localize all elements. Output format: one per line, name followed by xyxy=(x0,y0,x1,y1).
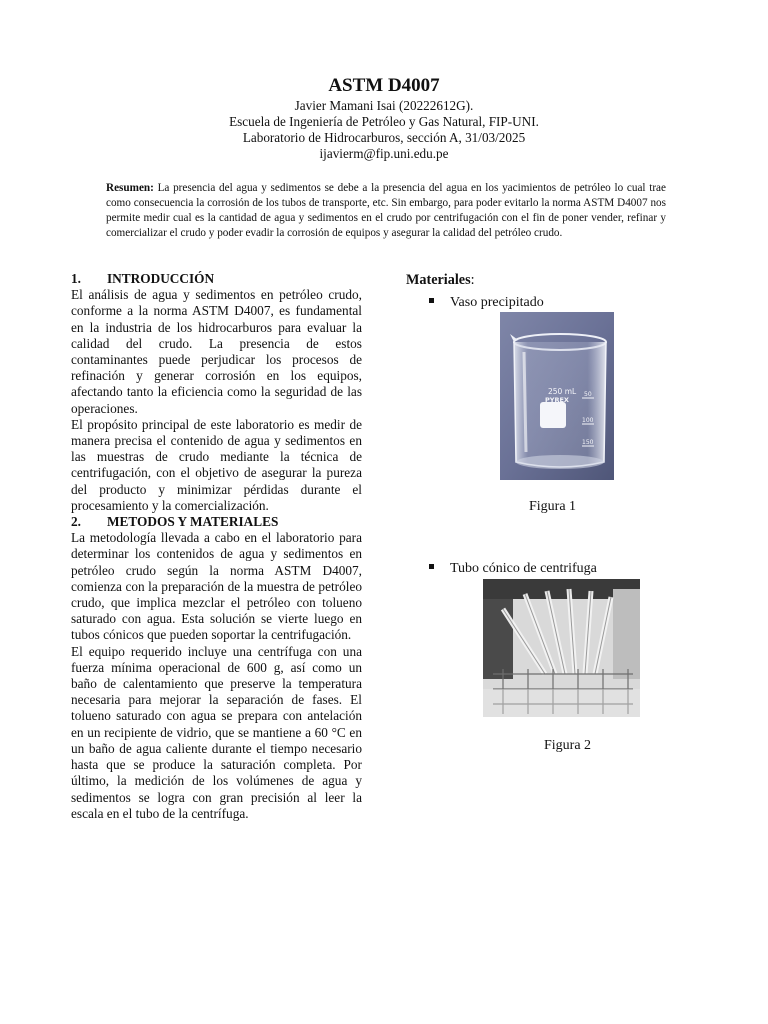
section-title: METODOS Y MATERIALES xyxy=(107,514,279,530)
left-column xyxy=(71,271,362,822)
affiliation-line: Escuela de Ingeniería de Petróleo y Gas Natural, FIP-UNI. xyxy=(229,114,539,129)
paragraph: El propósito principal de este laboratorio es medir de manera precisa el contenido de agua y sedimentos en las muestras de crudo mediante la técnica de centrifugación, con el objetivo de asegurar la pureza del producto y minimizar pérdidas durante el procesamiento y la comercialización. xyxy=(71,416,362,513)
materials-heading xyxy=(406,272,475,289)
beaker-image xyxy=(500,312,614,480)
section-number: 1. xyxy=(71,271,81,286)
centrifuge-tubes-image xyxy=(483,579,640,717)
figure-2-caption: Figura 2 xyxy=(544,738,592,753)
bullet-square-icon xyxy=(429,298,434,303)
paper-title: ASTM D4007 xyxy=(328,75,440,96)
paper-header xyxy=(0,74,768,162)
beaker-tick-50: 50 xyxy=(584,391,592,398)
figure-1-caption: Figura 1 xyxy=(529,499,577,514)
lab-line: Laboratorio de Hidrocarburos, sección A, 31/03/2025 xyxy=(242,130,526,145)
abstract xyxy=(106,181,666,241)
beaker-volume-text: 250 mL xyxy=(548,387,577,396)
section-number: 2. xyxy=(71,514,81,530)
bullet-square-icon xyxy=(429,564,434,569)
paragraph: El análisis de agua y sedimentos en petróleo crudo, conforme a la norma ASTM D4007, es fundamental en la industria de los hidrocarburos para evaluar la calidad del crudo. La presencia de estos contaminantes puede perjudicar los procesos de refinación y generar corrosión en los equipos, afectando tanto la eficiencia como la seguridad de las operaciones. xyxy=(71,287,362,416)
author-line: Javier Mamani Isai (20222612G). xyxy=(294,98,474,113)
materials-heading-colon: : xyxy=(470,272,475,288)
material-item-centrifuge-tube xyxy=(429,560,597,577)
section-heading-introduccion xyxy=(71,271,362,287)
section-title: INTRODUCCIÓN xyxy=(107,271,215,286)
abstract-label: Resumen: xyxy=(106,182,154,194)
material-item-label: Tubo cónico de centrifuga xyxy=(450,561,597,576)
section-heading-metodos xyxy=(71,514,362,530)
beaker-brand-text: PYREX xyxy=(545,396,569,404)
material-item-label: Vaso precipitado xyxy=(450,295,544,310)
materials-heading-text: Materiales xyxy=(406,272,471,288)
paragraph: El equipo requerido incluye una centrífuga con una fuerza mínima operacional de 600 g, así como un baño de calentamiento que preserve la temperatura necesaria para mejorar la separación de fases. El tolueno saturado con agua se prepara con antelación en un recipiente de vidrio, que se mantiene a 60 °C en un baño de agua caliente durante el tiempo necesario hasta que se produce la saturación completa. Por último, la medición de los volúmenes de agua y sedimentos se logra con gran precisión al leer la escala en el tubo de la centrífuga. xyxy=(71,643,362,821)
abstract-text: La presencia del agua y sedimentos se debe a la presencia del agua en los yacimientos de petróleo lo cual trae como consecuencia la corrosión de los tubos de transporte, etc. Sin embargo, para poder evitarlo la norma ASTM D4007 nos permite medir cual es la cantidad de agua y sedimentos en el crudo por centrifugación con el fin de poner vender, refinar y comercializar el crudo y poder evadir la corrosión de equipos y asegurar la calidad del petróleo crudo. xyxy=(106,182,666,240)
paragraph: La metodología llevada a cabo en el laboratorio para determinar los contenidos de agua y sedimentos en petróleo crudo según la norma ASTM D4007, comienza con la preparación de la muestra de petróleo crudo, que implica mezclar el petróleo con tolueno saturado con agua. Esta solución se vierte luego en tubos cónicos que pueden soportar la centrifugación. xyxy=(71,530,362,643)
email-line: ijavierm@fip.uni.edu.pe xyxy=(319,146,449,161)
beaker-tick-100: 100 xyxy=(582,417,594,424)
beaker-tick-150: 150 xyxy=(582,439,594,446)
material-item-beaker xyxy=(429,294,544,311)
